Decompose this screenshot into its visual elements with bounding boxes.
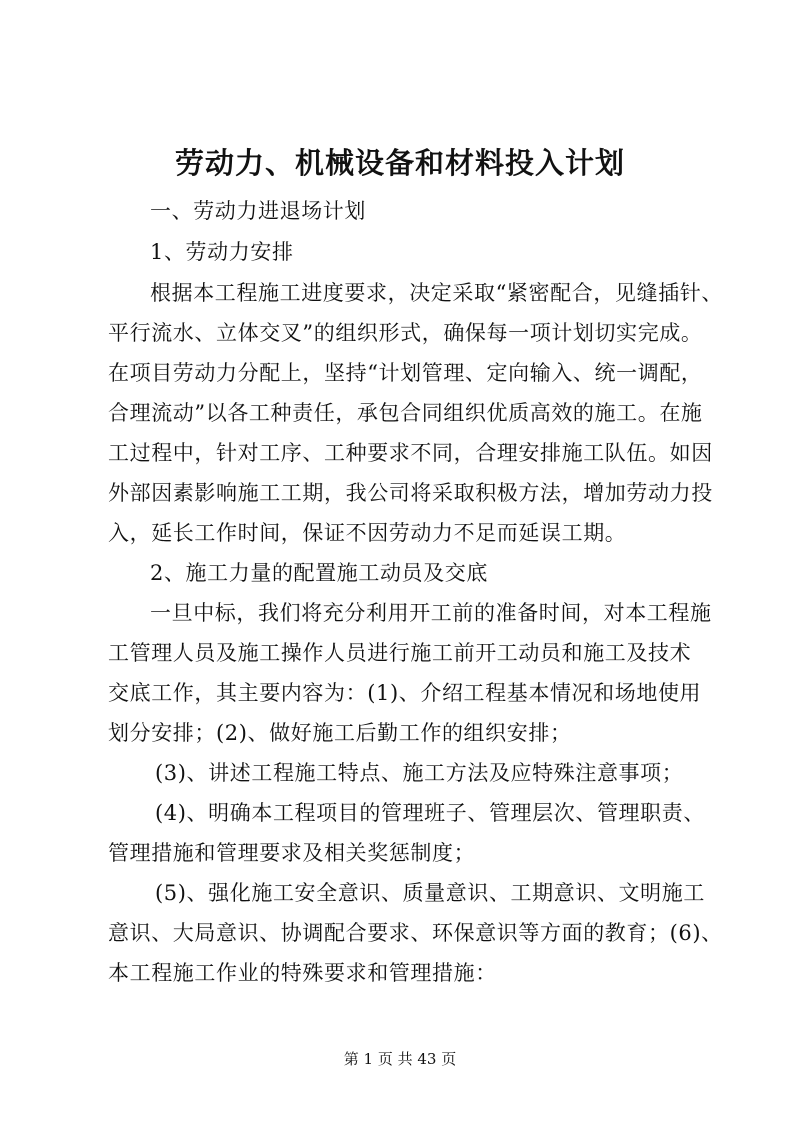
- list-item: (3)、讲述工程施工特点、施工方法及应特殊注意事项；: [155, 761, 684, 785]
- paragraph-line: 根据本工程施工进度要求，决定采取“紧密配合，见缝插针、: [150, 281, 723, 305]
- list-item-continuation: 意识、大局意识、协调配合要求、环保意识等方面的教育；(6)、: [108, 921, 723, 945]
- list-item-continuation: 本工程施工作业的特殊要求和管理措施：: [108, 961, 497, 985]
- document-title: 劳动力、机械设备和材料投入计划: [174, 146, 625, 180]
- paragraph-line: 平行流水、立体交叉”的组织形式，确保每一项计划切实完成。: [108, 321, 703, 345]
- paragraph-line: 一旦中标，我们将充分利用开工前的准备时间，对本工程施: [150, 601, 712, 625]
- paragraph-line: 工过程中，针对工序、工种要求不同，合理安排施工队伍。如因: [108, 441, 713, 465]
- subsection-heading-labor-arrangement: 1、劳动力安排: [150, 240, 294, 264]
- section-heading-labor-schedule: 一、劳动力进退场计划: [150, 199, 366, 223]
- paragraph-line: 合理流动”以各工种责任，承包合同组织优质高效的施工。在施: [108, 401, 703, 425]
- paragraph-line: 入，延长工作时间，保证不因劳动力不足而延误工期。: [108, 521, 627, 545]
- subsection-heading-mobilization: 2、施工力量的配置施工动员及交底: [150, 561, 488, 585]
- paragraph-line: 在项目劳动力分配上，坚持“计划管理、定向输入、统一调配，: [108, 361, 703, 385]
- list-item: (4)、明确本工程项目的管理班子、管理层次、管理职责、: [155, 801, 705, 825]
- paragraph-line: 交底工作，其主要内容为：(1)、介绍工程基本情况和场地使用: [108, 681, 702, 705]
- paragraph-line: 划分安排；(2)、做好施工后勤工作的组织安排；: [108, 721, 572, 745]
- paragraph-line: 工管理人员及施工操作人员进行施工前开工动员和施工及技术: [108, 641, 692, 665]
- page-footer: 第 1 页 共 43 页: [343, 1050, 457, 1068]
- paragraph-line: 外部因素影响施工工期，我公司将采取积极方法，增加劳动力投: [108, 481, 713, 505]
- list-item-continuation: 管理措施和管理要求及相关奖惩制度；: [108, 841, 476, 865]
- list-item: (5)、强化施工安全意识、质量意识、工期意识、文明施工: [155, 881, 705, 905]
